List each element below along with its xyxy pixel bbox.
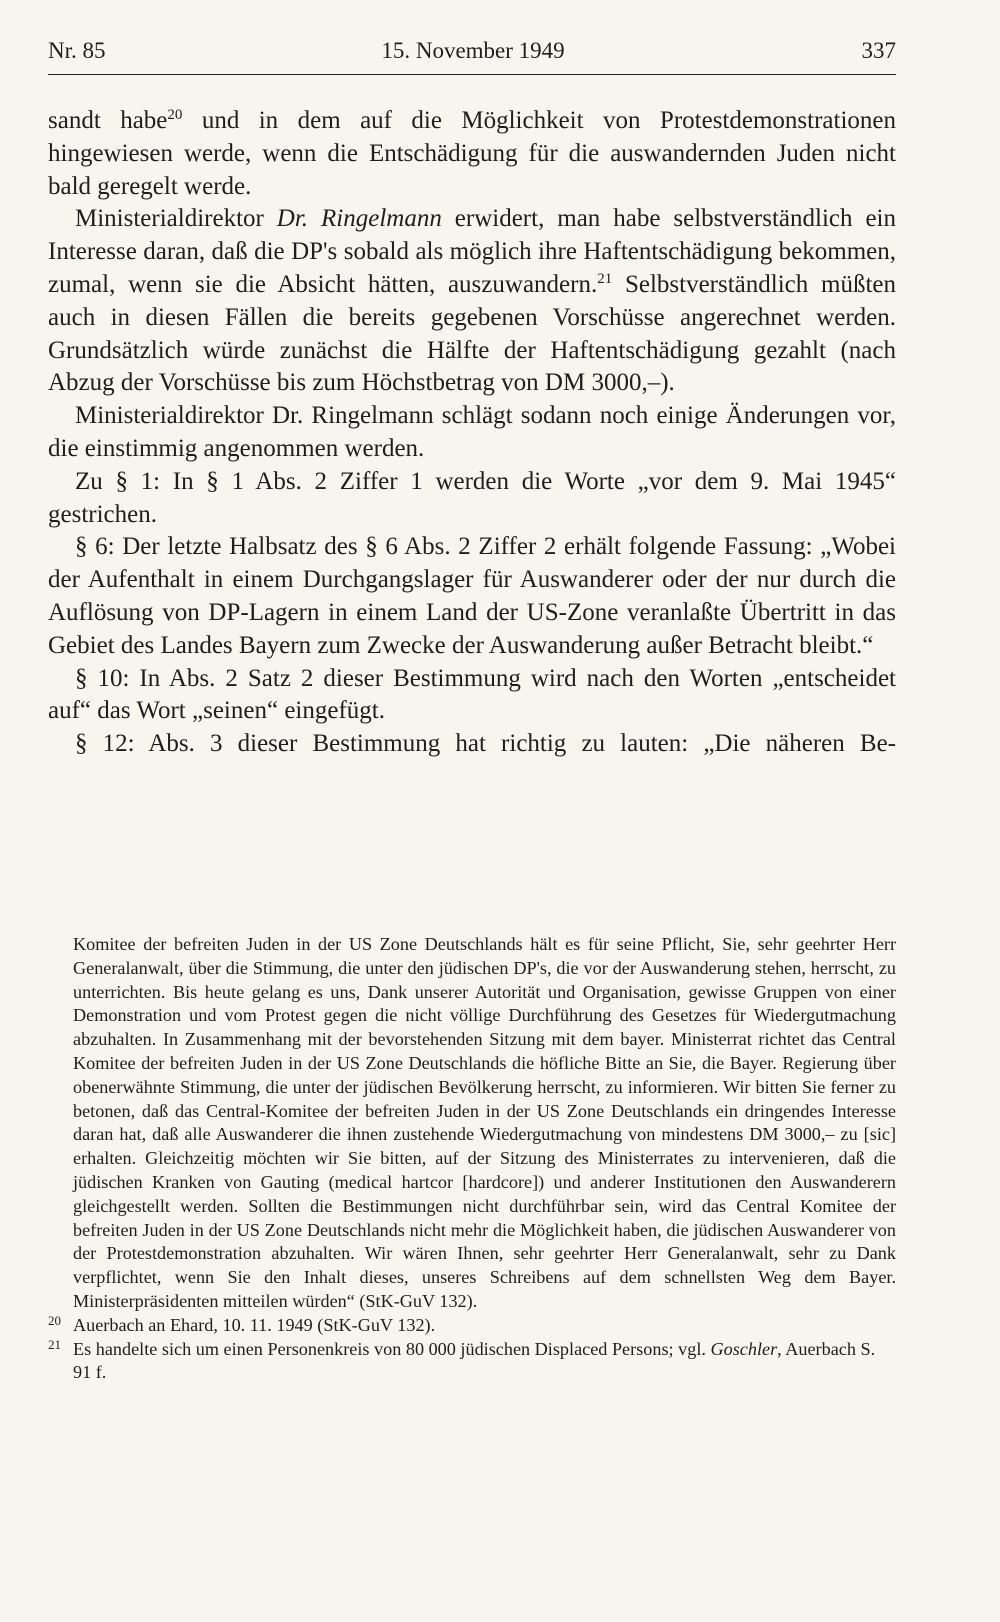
footnote-ref-20: 20 <box>167 107 183 123</box>
paragraph-6: § 10: In Abs. 2 Satz 2 dieser Bestimmung wird nach den Worten „entscheidet auf“ das Wort „seinen“ eingefügt. <box>48 664 896 725</box>
page-date: 15. November 1949 <box>381 38 565 63</box>
paragraph-7: § 12: Abs. 3 dieser Bestimmung hat richtig zu lauten: „Die näheren Be- <box>75 730 896 758</box>
page <box>48 38 896 761</box>
paragraph-1: sandt habe$^{20}$ und in dem auf die Möglichkeit von Protestdemonstrationen hingewiesen werde, wenn die Entschädigung für die auswandernden Juden nicht bald geregelt werde. <box>48 107 896 200</box>
person-name: Dr. Ringelmann <box>276 205 442 233</box>
footnote-number: 20 <box>48 1312 61 1328</box>
footnote-ref-21: 21 <box>597 270 613 287</box>
header-rule <box>48 74 896 75</box>
document-number: Nr. 85 <box>48 38 106 63</box>
footnotes <box>48 933 896 1385</box>
footnote-21 <box>48 1338 896 1386</box>
footnote-text: Es handelte sich um einen Personenkreis von 80 000 jüdischen Displaced Persons; vgl. Goschler, Auerbach S. 91 f. <box>73 1338 876 1383</box>
paragraph-4: Zu § 1: In § 1 Abs. 2 Ziffer 1 werden die Worte „vor dem 9. Mai 1945“ gestrichen. <box>48 467 896 528</box>
author-name: Goschler <box>710 1338 778 1359</box>
paragraph-2: Ministerialdirektor Dr. Ringelmann erwidert, man habe selbstverständlich ein Interesse daran, daß die DP's sobald als möglich ihre Haftentschädigung bekommen, zumal, wenn sie die Absicht hätten, auszuwandern.$^{21}$ Selbstverständlich müßten auch in diesen Fällen die bereits gegebenen Vorschüsse angerechnet werden. Grundsätzlich würde zunächst die Hälfte der Haftentschädigung gezahlt (nach Abzug der Vorschüsse bis zum Höchstbetrag von DM 3000,–). <box>48 205 897 397</box>
paragraph-5: § 6: Der letzte Halbsatz des § 6 Abs. 2 Ziffer 2 erhält folgende Fassung: „Wobei der Aufenthalt in einem Durchgangslager für Auswanderer oder der nur durch die Auflösung von DP-Lagern in einem Land der US-Zone veranlaßte Übertritt in das Gebiet des Landes Bayern zum Zwecke der Auswanderung außer Betracht bleibt.“ <box>48 533 896 659</box>
footnote-number: 21 <box>48 1336 61 1352</box>
paragraph-3: Ministerialdirektor Dr. Ringelmann schlägt sodann noch einige Änderungen vor, die einstimmig angenommen werden. <box>48 402 896 462</box>
footnote-20 <box>48 1314 896 1338</box>
footnote-continuation: Komitee der befreiten Juden in der US Zone Deutschlands hält es für seine Pflicht, Sie, sehr geehrter Herr Generalanwalt, über die Stimmung, die unter den jüdischen DP's, die vor der Auswanderung stehen, herrscht, zu unterrichten. Bis heute gelang es uns, Dank unserer Autorität und Organisation, gewisse Gruppen von einer Demonstration und vom Protest gegen die nicht völlige Durchführung des Gesetzes für Wiedergutmachung abzuhalten. In Zusammenhang mit der bevorstehenden Sitzung mit dem bayer. Ministerrat richtet das Central Komitee der befreiten Juden in der US Zone Deutschlands die höfliche Bitte an Sie, die Bayer. Regierung über obenerwähnte Stimmung, die unter der jüdischen Bevölkerung herrscht, zu informieren. Wir bitten Sie ferner zu betonen, daß das Central-Komitee der befreiten Juden in der US Zone Deutschlands ein dringendes Interesse daran hat, daß alle Auswanderer die ihnen zustehende Wiedergutmachung von mindestens DM 3000,– zu [sic] erhalten. Gleichzeitig möchten wir Sie bitten, auf der Sitzung des Ministerrates zu intervenieren, daß die jüdischen Kranken von Gauting (medical hartcor [hardcore]) und anderer Institutionen den Auswanderern gleichgestellt werden. Sollten die Bestimmungen nicht durchführbar sein, wird das Central Komitee der befreiten Juden in der US Zone Deutschlands nicht mehr die Möglichkeit haben, die jüdischen Auswanderer von der Protestdemonstration abzuhalten. Wir wären Ihnen, sehr geehrter Herr Generalanwalt, sehr zu Dank verpflichtet, wenn Sie den Inhalt dieses, unseres Schreibens auf dem schnellsten Weg dem Bayer. Ministerpräsidenten mitteilen würden“ (StK-GuV 132). <box>73 934 896 1311</box>
main-text <box>48 105 896 761</box>
footnote-text: Auerbach an Ehard, 10. 11. 1949 (StK-GuV 132). <box>73 1314 436 1335</box>
page-number: 337 <box>861 38 896 63</box>
running-head <box>48 38 896 74</box>
